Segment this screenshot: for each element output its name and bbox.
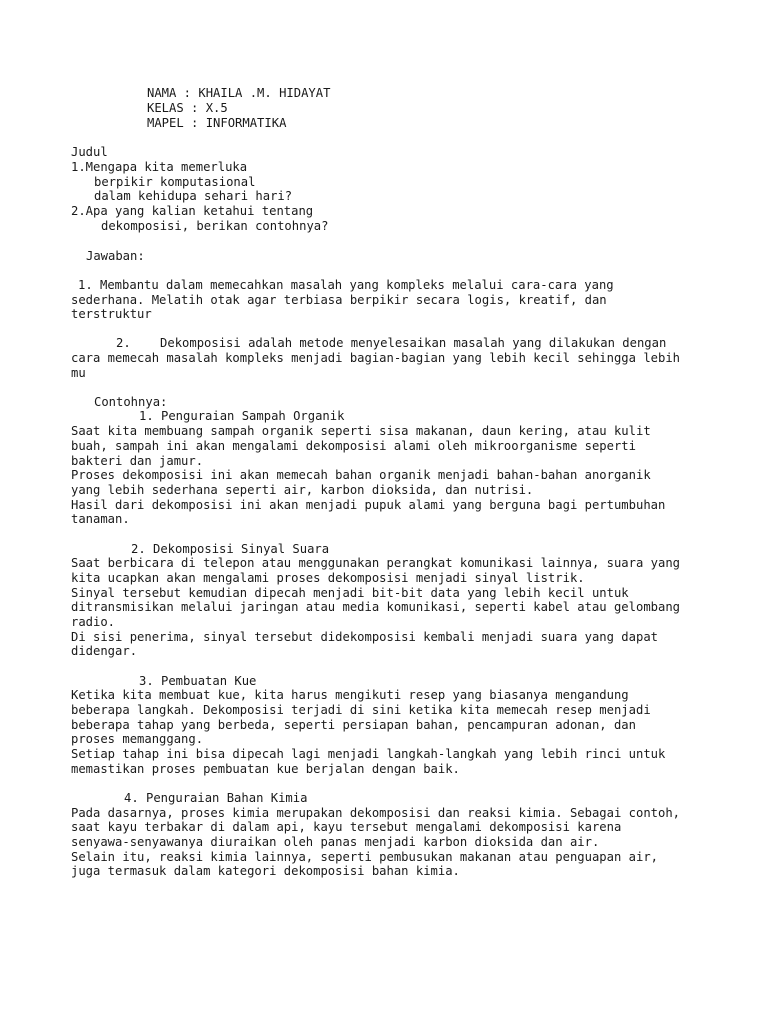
answer-1-line: 1. Membantu dalam memecahkan masalah yang kompleks melalui cara-cara yang — [78, 278, 614, 292]
example-1-line: Saat kita membuang sampah organik seperti sisa makanan, daun kering, atau kulit — [71, 424, 651, 438]
example-2-line: Di sisi penerima, sinyal tersebut didekomposisi kembali menjadi suara yang dapat — [71, 630, 658, 644]
question-2-line: 2.Apa yang kalian ketahui tentang — [71, 204, 314, 218]
example-1-heading: 1. Penguraian Sampah Organik — [139, 409, 345, 423]
example-2-heading: 2. Dekomposisi Sinyal Suara — [131, 542, 330, 556]
example-1-line: buah, sampah ini akan mengalami dekomposisi alami oleh mikroorganisme seperti — [71, 439, 636, 453]
answer-2-line: mu — [71, 366, 86, 380]
example-4-line: senyawa-senyawanya diuraikan oleh panas menjadi karbon dioksida dan air. — [71, 835, 600, 849]
answer-2-line: cara memecah masalah kompleks menjadi bagian-bagian yang lebih kecil sehingga lebih — [71, 351, 681, 365]
answer-1-line: terstruktur — [71, 307, 152, 321]
example-2-line: didengar. — [71, 644, 138, 658]
question-1-line: 1.Mengapa kita memerluka — [71, 160, 248, 174]
question-1-line: berpikir komputasional — [94, 175, 256, 189]
answer-2-line: 2. Dekomposisi adalah metode menyelesaikan masalah yang dilakukan dengan — [116, 336, 667, 350]
example-2-line: radio. — [71, 615, 116, 629]
example-4-heading: 4. Penguraian Bahan Kimia — [124, 791, 308, 805]
example-1-line: Proses dekomposisi ini akan memecah bahan organik menjadi bahan-bahan anorganik — [71, 468, 651, 482]
question-1-line: dalam kehidupa sehari hari? — [94, 189, 293, 203]
example-2-line: Sinyal tersebut kemudian dipecah menjadi bit-bit data yang lebih kecil untuk — [71, 586, 629, 600]
example-3-line: beberapa langkah. Dekomposisi terjadi di sini ketika kita memecah resep menjadi — [71, 703, 651, 717]
example-1-line: tanaman. — [71, 512, 130, 526]
example-3-line: proses memanggang. — [71, 732, 204, 746]
example-4-line: Pada dasarnya, proses kimia merupakan dekomposisi dan reaksi kimia. Sebagai contoh, — [71, 806, 681, 820]
example-1-line: yang lebih sederhana seperti air, karbon dioksida, dan nutrisi. — [71, 483, 534, 497]
heading-contohnya: Contohnya: — [94, 395, 168, 409]
subject-line: MAPEL : INFORMATIKA — [147, 116, 287, 130]
example-3-line: memastikan proses pembuatan kue berjalan dengan baik. — [71, 762, 460, 776]
example-2-line: Saat berbicara di telepon atau menggunakan perangkat komunikasi lainnya, suara yang — [71, 556, 681, 570]
example-3-line: Setiap tahap ini bisa dipecah lagi menjadi langkah-langkah yang lebih rinci untuk — [71, 747, 666, 761]
example-2-line: kita ucapkan akan mengalami proses dekomposisi menjadi sinyal listrik. — [71, 571, 585, 585]
answer-1-line: sederhana. Melatih otak agar terbiasa berpikir secara logis, kreatif, dan — [71, 293, 607, 307]
heading-jawaban: Jawaban: — [86, 249, 145, 263]
example-2-line: ditransmisikan melalui jaringan atau media komunikasi, seperti kabel atau gelombang — [71, 600, 681, 614]
question-2-line: dekomposisi, berikan contohnya? — [101, 219, 329, 233]
student-class-line: KELAS : X.5 — [147, 101, 228, 115]
example-4-line: saat kayu terbakar di dalam api, kayu tersebut mengalami dekomposisi karena — [71, 820, 622, 834]
example-4-line: juga termasuk dalam kategori dekomposisi bahan kimia. — [71, 864, 460, 878]
example-1-line: Hasil dari dekomposisi ini akan menjadi pupuk alami yang berguna bagi pertumbuhan — [71, 498, 666, 512]
example-3-heading: 3. Pembuatan Kue — [139, 674, 257, 688]
example-4-line: Selain itu, reaksi kimia lainnya, seperti pembusukan makanan atau penguapan air, — [71, 850, 658, 864]
example-1-line: bakteri dan jamur. — [71, 454, 204, 468]
student-name-line: NAMA : KHAILA .M. HIDAYAT — [147, 86, 331, 100]
heading-judul: Judul — [71, 145, 108, 159]
example-3-line: Ketika kita membuat kue, kita harus mengikuti resep yang biasanya mengandung — [71, 688, 629, 702]
example-3-line: beberapa tahap yang berbeda, seperti persiapan bahan, pencampuran adonan, dan — [71, 718, 636, 732]
